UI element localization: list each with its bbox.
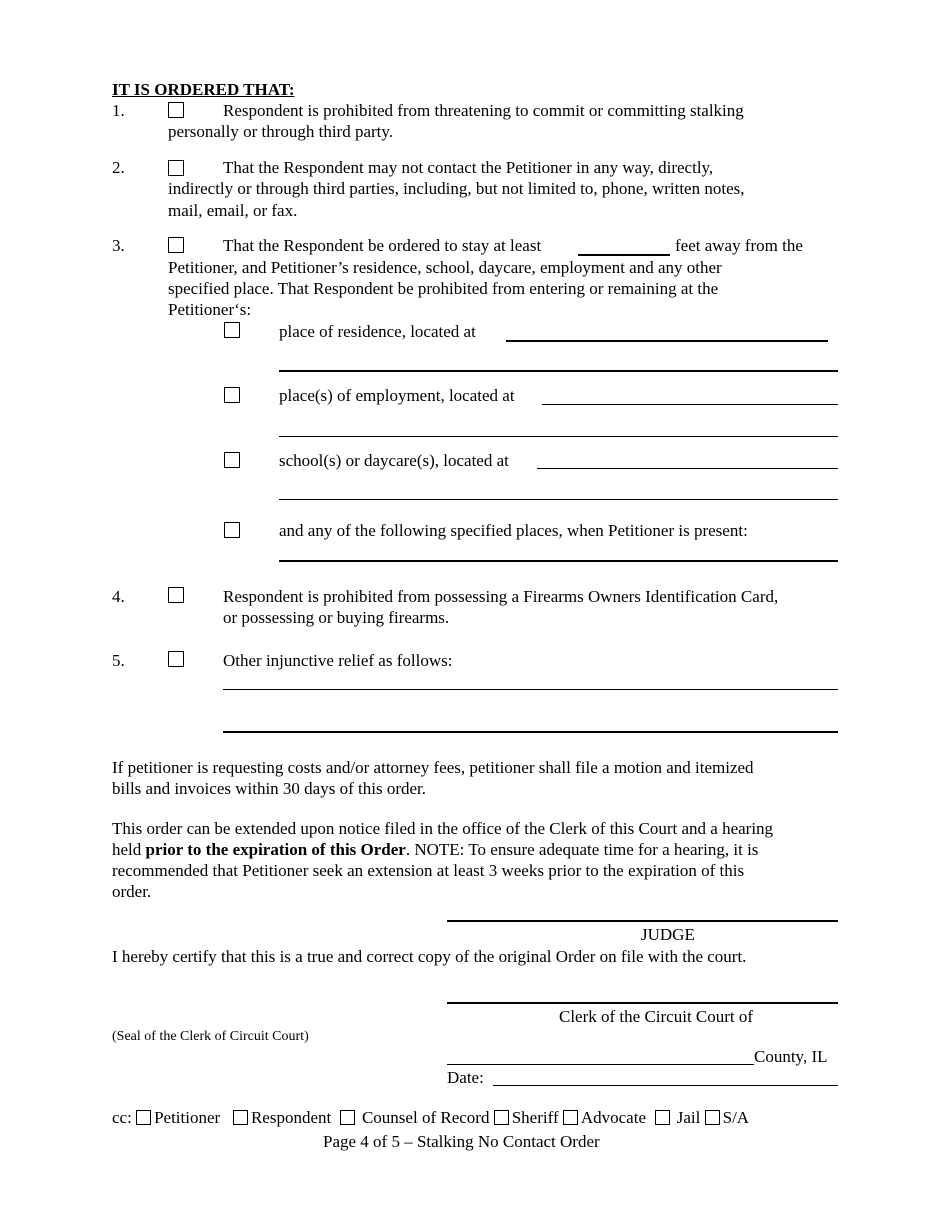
item-5-checkbox[interactable] bbox=[168, 651, 184, 667]
item-3-text-cont-3: Petitioner‘s: bbox=[168, 300, 252, 319]
cc-petitioner-checkbox[interactable] bbox=[136, 1110, 151, 1125]
item-4-number: 4. bbox=[112, 587, 125, 606]
distance-feet-blank[interactable] bbox=[578, 254, 670, 256]
extension-text-post: . NOTE: To ensure adequate time for a hearing, it is bbox=[405, 840, 759, 859]
cc-label: cc: bbox=[112, 1108, 132, 1127]
item-4-checkbox[interactable] bbox=[168, 587, 184, 603]
cc-petitioner-label: Petitioner bbox=[154, 1108, 221, 1127]
cc-jail-label: Jail bbox=[676, 1108, 701, 1127]
item-3-text: That the Respondent be ordered to stay at least bbox=[223, 236, 542, 255]
specified-places-blank[interactable] bbox=[279, 560, 838, 562]
cc-sheriff-label: Sheriff bbox=[511, 1108, 559, 1127]
county-blank[interactable] bbox=[447, 1064, 754, 1065]
clerk-signature-line[interactable] bbox=[447, 1002, 838, 1004]
item-5-number: 5. bbox=[112, 651, 125, 670]
certification-text: I hereby certify that this is a true and correct copy of the original Order on file with the court. bbox=[112, 947, 747, 966]
costs-paragraph-cont: bills and invoices within 30 days of this order. bbox=[112, 779, 426, 798]
order-heading: IT IS ORDERED THAT: bbox=[112, 80, 295, 99]
item-2-text-cont: indirectly or through third parties, including, but not limited to, phone, written notes, bbox=[168, 179, 745, 198]
item-3-text-cont: Petitioner, and Petitioner’s residence, school, daycare, employment and any other bbox=[168, 258, 722, 277]
cc-sa-label: S/A bbox=[722, 1108, 750, 1127]
cc-respondent-checkbox[interactable] bbox=[233, 1110, 248, 1125]
employment-address-blank-2[interactable] bbox=[279, 436, 838, 437]
school-address-blank-2[interactable] bbox=[279, 499, 838, 500]
item-1-checkbox[interactable] bbox=[168, 102, 184, 118]
cc-respondent-label: Respondent bbox=[250, 1108, 332, 1127]
item-2-text-cont-2: mail, email, or fax. bbox=[168, 201, 298, 220]
employment-address-blank[interactable] bbox=[542, 404, 838, 405]
cc-sa-checkbox[interactable] bbox=[705, 1110, 720, 1125]
item-1-text: Respondent is prohibited from threatening to commit or committing stalking bbox=[223, 101, 744, 120]
extension-paragraph-line4: order. bbox=[112, 882, 152, 901]
item-2-number: 2. bbox=[112, 158, 125, 177]
item-4-text-cont: or possessing or buying firearms. bbox=[223, 608, 450, 627]
judge-label: JUDGE bbox=[641, 925, 695, 944]
county-label: County, IL bbox=[754, 1047, 828, 1066]
item-3-checkbox[interactable] bbox=[168, 237, 184, 253]
cc-advocate-label: Advocate bbox=[580, 1108, 646, 1127]
item-3-text-cont-2: specified place. That Respondent be prohibited from entering or remaining at the bbox=[168, 279, 719, 298]
specified-places-checkbox[interactable] bbox=[224, 522, 240, 538]
cc-counsel-label: Counsel of Record bbox=[361, 1108, 490, 1127]
expiration-emphasis: prior to the expiration of this Order bbox=[145, 840, 406, 859]
residence-checkbox[interactable] bbox=[224, 322, 240, 338]
cc-line bbox=[112, 1107, 749, 1128]
employment-label: place(s) of employment, located at bbox=[279, 386, 515, 405]
school-address-blank[interactable] bbox=[537, 468, 838, 469]
extension-paragraph-line3: recommended that Petitioner seek an extension at least 3 weeks prior to the expiration of this bbox=[112, 861, 745, 880]
seal-label: (Seal of the Clerk of Circuit Court) bbox=[112, 1029, 309, 1044]
other-relief-blank-2[interactable] bbox=[223, 731, 838, 733]
item-3-number: 3. bbox=[112, 236, 125, 255]
item-2-text: That the Respondent may not contact the Petitioner in any way, directly, bbox=[223, 158, 714, 177]
other-relief-blank[interactable] bbox=[223, 689, 838, 690]
item-5-text: Other injunctive relief as follows: bbox=[223, 651, 453, 670]
extension-paragraph: This order can be extended upon notice filed in the office of the Clerk of this Court and a hearing bbox=[112, 819, 774, 838]
date-label: Date: bbox=[447, 1068, 484, 1087]
judge-signature-line[interactable] bbox=[447, 920, 838, 922]
item-3-text-feet: feet away from the bbox=[675, 236, 803, 255]
employment-checkbox[interactable] bbox=[224, 387, 240, 403]
extension-paragraph-line2 bbox=[112, 839, 758, 860]
school-checkbox[interactable] bbox=[224, 452, 240, 468]
cc-jail-checkbox[interactable] bbox=[655, 1110, 670, 1125]
specified-places-label: and any of the following specified places, when Petitioner is present: bbox=[279, 521, 748, 540]
item-1-text-cont: personally or through third party. bbox=[168, 122, 394, 141]
page-footer: Page 4 of 5 – Stalking No Contact Order bbox=[323, 1132, 600, 1151]
date-blank[interactable] bbox=[493, 1085, 838, 1086]
cc-counsel-checkbox[interactable] bbox=[340, 1110, 355, 1125]
cc-sheriff-checkbox[interactable] bbox=[494, 1110, 509, 1125]
residence-address-blank[interactable] bbox=[506, 340, 828, 342]
residence-label: place of residence, located at bbox=[279, 322, 476, 341]
clerk-label: Clerk of the Circuit Court of bbox=[559, 1007, 754, 1026]
extension-text-pre: held bbox=[112, 840, 146, 859]
residence-address-blank-2[interactable] bbox=[279, 370, 838, 372]
school-label: school(s) or daycare(s), located at bbox=[279, 451, 509, 470]
cc-advocate-checkbox[interactable] bbox=[563, 1110, 578, 1125]
item-1-number: 1. bbox=[112, 101, 125, 120]
costs-paragraph: If petitioner is requesting costs and/or attorney fees, petitioner shall file a motion and itemized bbox=[112, 758, 754, 777]
item-2-checkbox[interactable] bbox=[168, 160, 184, 176]
item-4-text: Respondent is prohibited from possessing a Firearms Owners Identification Card, bbox=[223, 587, 779, 606]
